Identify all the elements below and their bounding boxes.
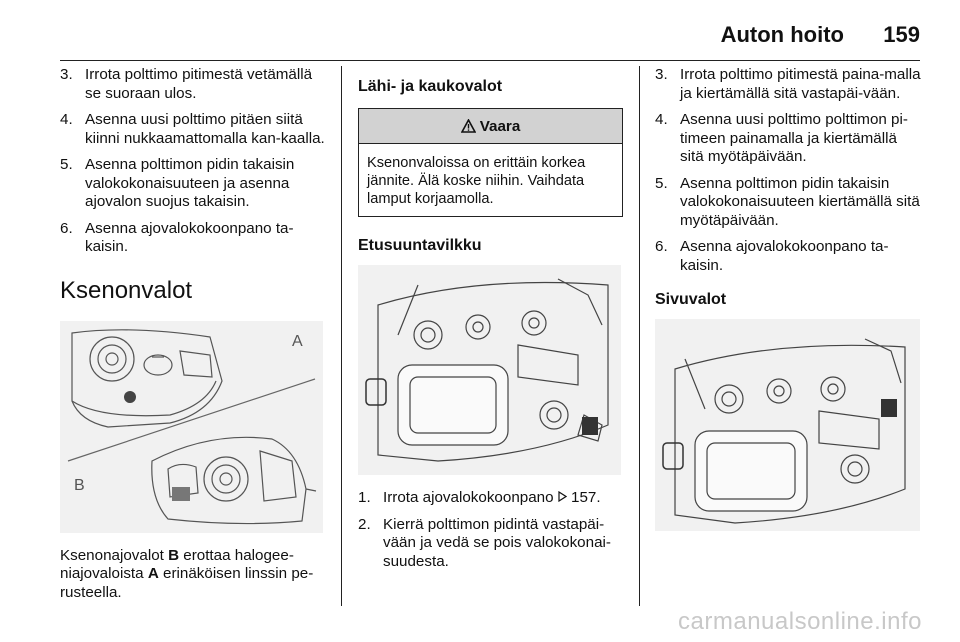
caption-text: Ksenonajovalot [60,546,169,564]
subsection-title: Etusuuntavilkku [358,237,482,254]
step-text: Irrota polttimo pitimestä paina-malla ja kiertämällä sitä vastapäi-vään. [680,66,921,102]
page-header [60,18,920,58]
figure-caption [60,547,325,603]
column-divider-1 [341,66,342,606]
watermark: carmanualsonline.info [678,608,922,635]
warning-header [359,109,622,144]
step-number: 6. [655,238,668,255]
step-number: 5. [655,174,668,192]
section-title: Ksenonvalot [60,276,193,304]
caption-text: erottaa halogee-niajovaloista [60,546,294,582]
warning-triangle-icon [461,119,476,133]
column-3 [655,66,923,531]
step-list [655,66,923,275]
column-1 [60,66,325,602]
step-number: 1. [358,489,371,506]
caption-bold: A [147,565,159,582]
step-text: Asenna polttimon pidin takaisin valokokonaisuuteen ja asenna ajovalon suojus takaisin. [85,156,295,210]
list-item [358,516,623,572]
step-text: Kierrä polttimon pidintä vastapäi-vään ja vedä se pois valokokonai-suudesta. [383,515,611,570]
warning-body: Ksenonvaloissa on erittäin korkea jännite. Älä koske niihin. Vaihdata lamput korjaamolla. [367,155,586,207]
list-item [60,156,325,212]
step-text-part: Irrota ajovalokokoonpano [383,489,558,506]
step-text [383,489,623,508]
xenon-headlamp-illustration [60,321,323,533]
caption-text: erinäköisen linssin pe-rusteella. [60,565,314,601]
caption-bold: B [168,546,180,564]
step-text: Asenna ajovalokokoonpano ta-kaisin. [85,219,294,255]
turn-signal-drawing [358,265,621,475]
turn-signal-illustration [358,265,621,475]
figure-label-a: A [292,332,303,350]
side-light-drawing [655,319,920,531]
figure-label-b: B [74,476,85,494]
list-item [60,220,325,257]
list-item [60,111,325,148]
column-divider-2 [639,66,640,606]
step-number: 4. [60,111,73,128]
step-list [358,489,623,571]
step-text: Asenna ajovalokokoonpano ta-kaisin. [680,238,889,274]
list-item [655,111,923,167]
step-number: 6. [60,219,73,237]
page-ref-arrow-icon [558,489,567,506]
list-item [60,66,325,103]
step-text-part: 157. [566,489,601,506]
warning-box [358,108,623,217]
header-rule [60,60,920,61]
list-item [655,238,923,275]
step-text: Asenna uusi polttimo pitäen siitä kiinni nukkaamattomalla kan-kaalla. [85,111,325,147]
headlamp-drawing [60,321,323,533]
step-number: 5. [60,156,73,173]
step-number: 3. [655,66,668,83]
page-number: 159 [883,22,920,47]
step-number: 3. [60,66,73,83]
section-title: Lähi- ja kaukovalot [358,78,503,95]
list-item [655,175,923,231]
step-text: Asenna uusi polttimo polttimon pi-timeen painamalla ja kiertämällä sitä myötäpäivään. [680,111,908,165]
list-item [358,489,623,508]
warning-heading: Vaara [479,117,521,135]
subsection-title: Sivuvalot [655,291,727,308]
side-light-illustration [655,319,920,531]
step-text: Asenna polttimon pidin takaisin valokokonaisuuteen kiertämällä sitä myötäpäivään. [680,174,920,229]
step-number: 4. [655,111,668,128]
step-list [60,66,325,257]
step-text: Irrota polttimo pitimestä vetämällä se suoraan ulos. [85,66,313,102]
list-item [655,66,923,103]
header-title: Auton hoito [720,22,844,47]
column-2 [358,66,623,579]
step-number: 2. [358,515,371,533]
